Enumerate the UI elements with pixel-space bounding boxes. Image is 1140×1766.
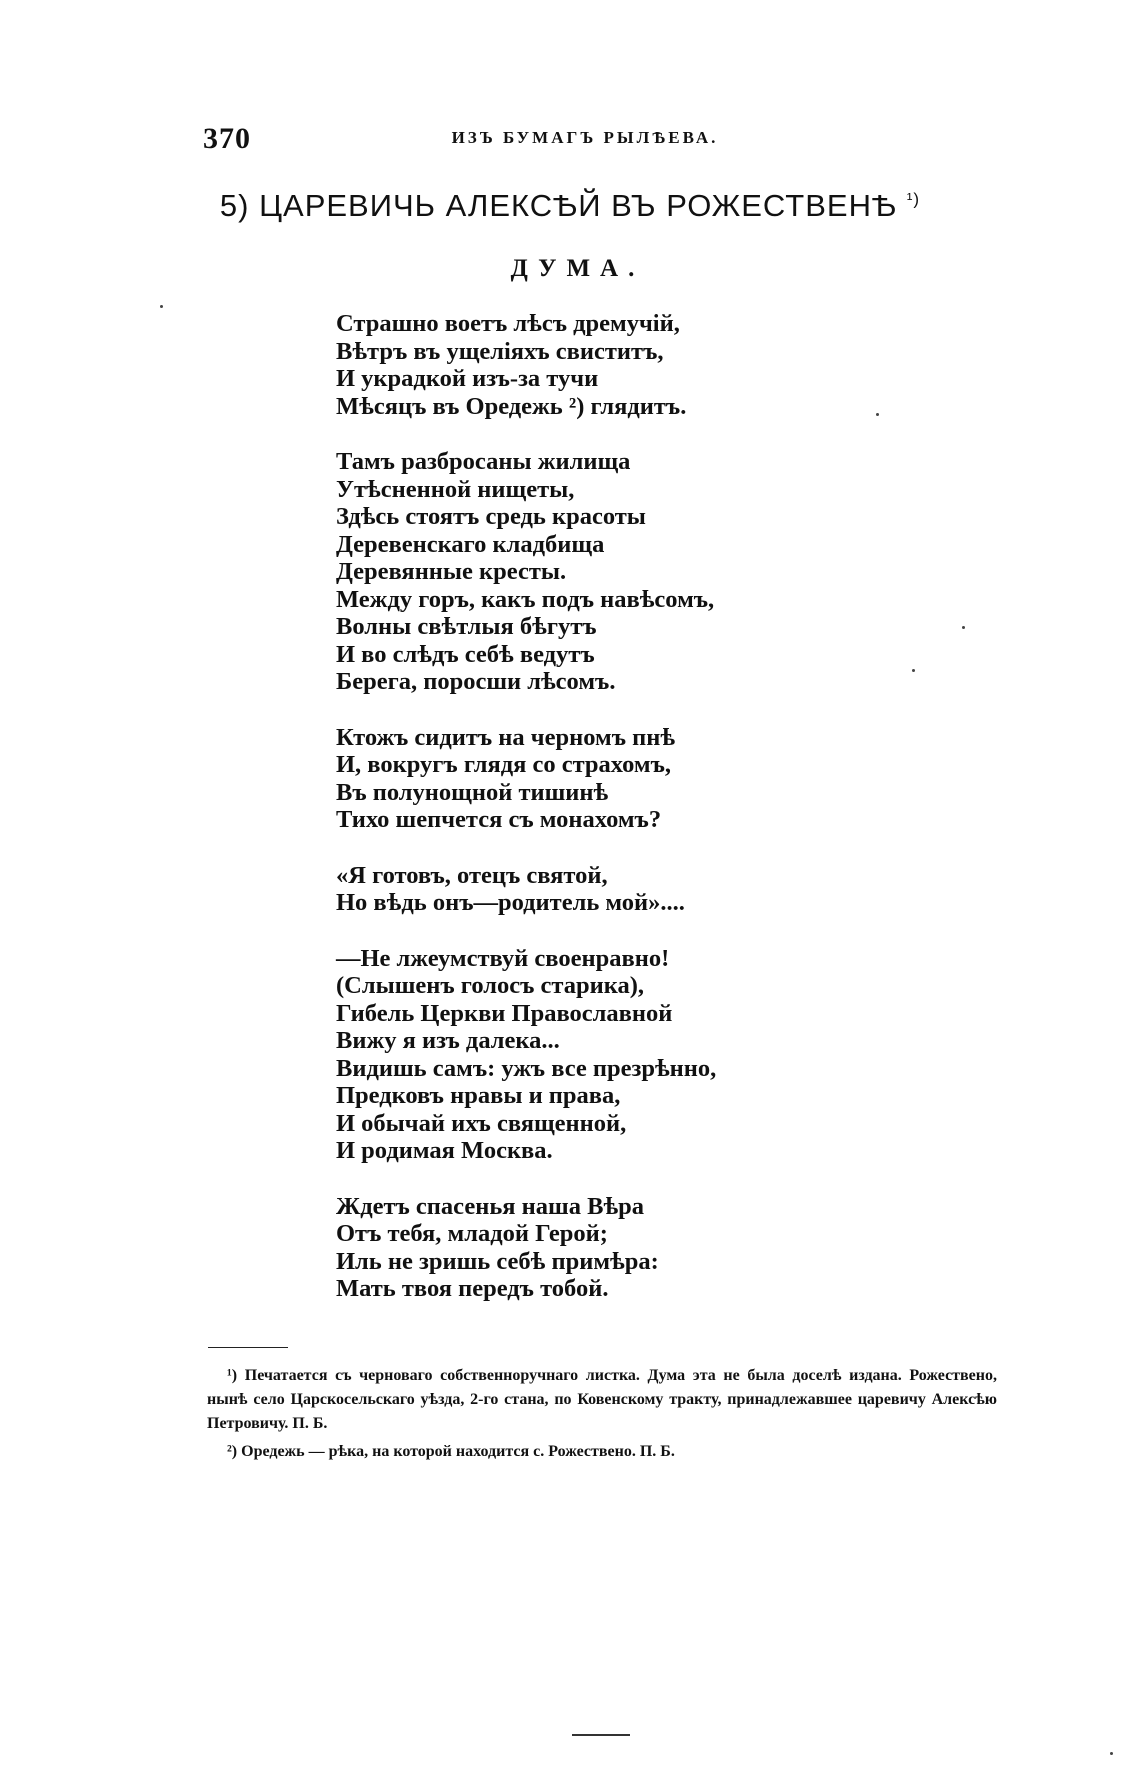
- poem-line: Отъ тебя, младой Герой;: [336, 1220, 608, 1247]
- poem-line: Мать твоя передъ тобой.: [336, 1275, 609, 1302]
- poem-line: Въ полунощной тишинѣ: [336, 778, 609, 806]
- footnotes: [207, 1364, 997, 1468]
- stanza: [336, 724, 896, 834]
- poem-line: Тамъ разбросаны жилища: [336, 448, 631, 475]
- footnote-rule: [208, 1347, 288, 1348]
- poem-line: «Я готовъ, отецъ святой,: [336, 861, 608, 889]
- stanza: [336, 945, 896, 1165]
- poem-line: (Слышенъ голосъ старика),: [336, 972, 645, 999]
- poem-line: Вѣтръ въ ущеліяхъ свиститъ,: [336, 337, 664, 365]
- poem-line: Волны свѣтлыя бѣгутъ: [336, 613, 597, 640]
- poem-title: [0, 188, 1140, 224]
- poem-line: Иль не зришь себѣ примѣра:: [336, 1247, 659, 1275]
- poem-line: Утѣсненной нищеты,: [336, 475, 575, 503]
- poem-line: Страшно воетъ лѣсъ дремучій,: [336, 310, 680, 337]
- stanza: [336, 862, 896, 917]
- poem-line: Гибель Церкви Православной: [336, 999, 673, 1027]
- poem-line: Вижу я изъ далека...: [336, 1027, 560, 1054]
- poem-title-text: 5) ЦАРЕВИЧЬ АЛЕКСѢЙ ВЪ РОЖЕСТВЕНѢ: [219, 188, 898, 223]
- poem-line: Берега, поросши лѣсомъ.: [336, 668, 616, 695]
- scan-speck: [1110, 1752, 1113, 1755]
- bottom-rule: [572, 1734, 630, 1736]
- poem-line: —Не лжеумствуй своенравно!: [336, 944, 670, 972]
- page-number: 370: [203, 122, 251, 155]
- scan-speck: [962, 626, 965, 629]
- poem-line: Мѣсяцъ въ Оредежь ²) глядитъ.: [336, 392, 687, 420]
- footnote-mark: ¹): [906, 189, 921, 209]
- poem-body: [336, 310, 896, 1331]
- stanza: [336, 310, 896, 420]
- poem-line: Но вѣдь онъ—родитель мой»....: [336, 889, 685, 916]
- scan-speck: [876, 413, 879, 416]
- scan-speck: [160, 305, 163, 308]
- poem-genre: ДУМА.: [510, 255, 645, 282]
- running-head: ИЗЪ БУМАГЪ РЫЛѢЕВА.: [451, 128, 719, 147]
- poem-line: Ктожъ сидитъ на черномъ пнѣ: [336, 723, 676, 751]
- poem-line: Между горъ, какъ подъ навѣсомъ,: [336, 585, 715, 613]
- poem-line: Ждетъ спасенья наша Вѣра: [336, 1192, 645, 1220]
- poem-line: Деревенскаго кладбища: [336, 530, 605, 558]
- poem-line: Деревянные кресты.: [336, 558, 567, 585]
- poem-line: Видишь самъ: ужъ все презрѣнно,: [336, 1054, 717, 1082]
- poem-line: И родимая Москва.: [336, 1137, 553, 1164]
- stanza: [336, 448, 896, 696]
- poem-line: Здѣсь стоятъ средь красоты: [336, 503, 646, 530]
- poem-line: И, вокругъ глядя со страхомъ,: [336, 751, 672, 778]
- poem-line: И украдкой изъ-за тучи: [336, 365, 599, 392]
- stanza: [336, 1193, 896, 1303]
- footnote-1: ¹) Печатается съ черноваго собственноручнаго листка. Дума эта не была доселѣ издана. Рожествено, нынѣ село Царскосельскаго уѣзда, 2-го стана, по Ковенскому тракту, принадлежавшее царевичу Алексѣю Петровичу. П. Б.: [207, 1367, 997, 1432]
- footnote-2: ²) Оредежь — рѣка, на которой находится с. Рожествено. П. Б.: [227, 1443, 675, 1460]
- scan-speck: [912, 669, 915, 672]
- poem-line: И во слѣдъ себѣ ведутъ: [336, 640, 595, 668]
- poem-line: И обычай ихъ священной,: [336, 1109, 627, 1137]
- poem-line: Тихо шепчется съ монахомъ?: [336, 806, 662, 833]
- poem-line: Предковъ нравы и права,: [336, 1082, 621, 1109]
